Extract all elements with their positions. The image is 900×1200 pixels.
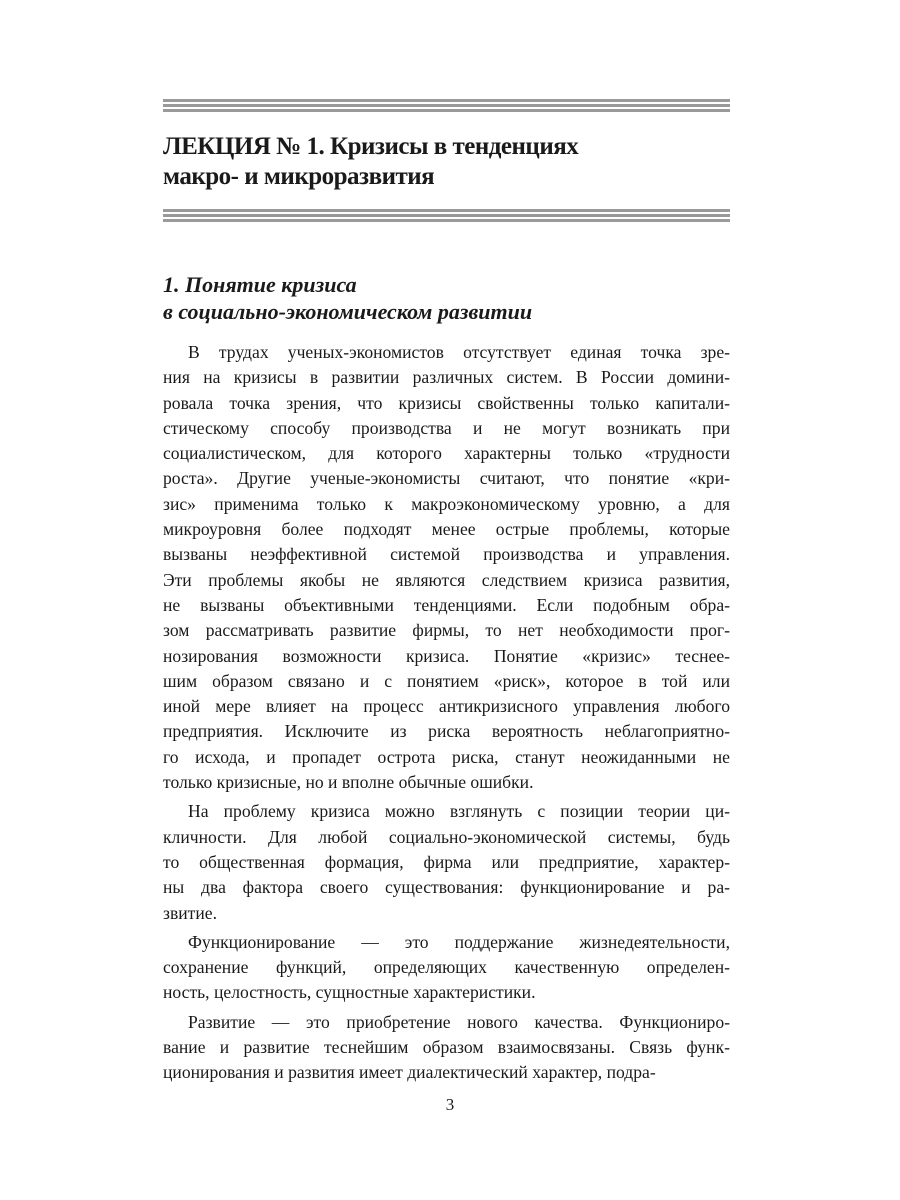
- text-line: Функционирование — это поддержание жизнедеятельности,: [188, 931, 730, 952]
- text-line: В трудах ученых-экономистов отсутствует единая точка зре-: [188, 342, 730, 362]
- paragraph: [163, 1010, 730, 1086]
- top-rule: [163, 99, 730, 114]
- page-number: 3: [445, 1095, 455, 1114]
- text-line: социалистическом, для которого характерны только «трудности: [163, 443, 730, 464]
- text-line: ность, целостность, сущностные характеристики.: [163, 982, 536, 1003]
- paragraph: [163, 340, 730, 795]
- text-line: иной мере влияет на процесс антикризисного управления любого: [163, 696, 730, 717]
- text-line: нозирования возможности кризиса. Понятие «кризис» теснее-: [163, 645, 730, 666]
- body-text: [163, 340, 730, 1086]
- text-line: сохранение функций, определяющих качественную определен-: [163, 957, 730, 978]
- text-line: ровала точка зрения, что кризисы свойственны только капитали-: [163, 392, 730, 413]
- text-line: звитие.: [163, 902, 217, 923]
- text-line: зис» применима только к макроэкономическому уровню, а для: [163, 493, 730, 514]
- text-line: вызваны неэффективной системой производства и управления.: [163, 544, 730, 565]
- bottom-rule: [163, 209, 730, 224]
- chapter-title: [163, 132, 733, 192]
- text-line: зом рассматривать развитие фирмы, то нет необходимости прог-: [163, 620, 730, 641]
- text-line: шим образом связано и с понятием «риск», которое в той или: [163, 670, 730, 691]
- text-line: ционирования и развития имеет диалектический характер, подра-: [163, 1062, 656, 1083]
- chapter-title-line-2: макро- и микроразвития: [163, 163, 435, 190]
- paragraph: [163, 930, 730, 1006]
- text-line: ны два фактора своего существования: функционирование и ра-: [163, 877, 730, 898]
- text-line: кличности. Для любой социально-экономической системы, будь: [163, 826, 730, 847]
- text-line: роста». Другие ученые-экономисты считают, что понятие «кри-: [163, 468, 730, 489]
- text-line: Эти проблемы якобы не являются следствием кризиса развития,: [163, 569, 730, 590]
- text-line: не вызваны объективными тенденциями. Если подобным обра-: [163, 594, 730, 615]
- text-line: ния на кризисы в развитии различных систем. В России домини-: [163, 367, 730, 388]
- section-title-line-2: в социально-экономическом развитии: [163, 299, 533, 324]
- section-title: [163, 271, 733, 325]
- text-line: го исхода, и пропадет острота риска, станут неожиданными не: [163, 746, 730, 767]
- text-line: то общественная формация, фирма или предприятие, характер-: [163, 851, 730, 872]
- text-line: предприятия. Исключите из риска вероятность неблагоприятно-: [163, 721, 730, 742]
- chapter-title-line-1: ЛЕКЦИЯ № 1. Кризисы в тенденциях: [163, 133, 579, 160]
- text-line: стическому способу производства и не могут возникать при: [163, 417, 730, 438]
- text-line: только кризисные, но и вполне обычные ошибки.: [163, 772, 534, 793]
- text-line: Развитие — это приобретение нового качества. Функциониро-: [188, 1011, 730, 1032]
- text-line: микроуровня более подходят менее острые проблемы, которые: [163, 519, 730, 540]
- section-title-line-1: 1. Понятие кризиса: [163, 272, 357, 297]
- text-line: вание и развитие теснейшим образом взаимосвязаны. Связь функ-: [163, 1037, 730, 1058]
- text-line: На проблему кризиса можно взглянуть с позиции теории ци-: [188, 801, 730, 822]
- paragraph: [163, 799, 730, 925]
